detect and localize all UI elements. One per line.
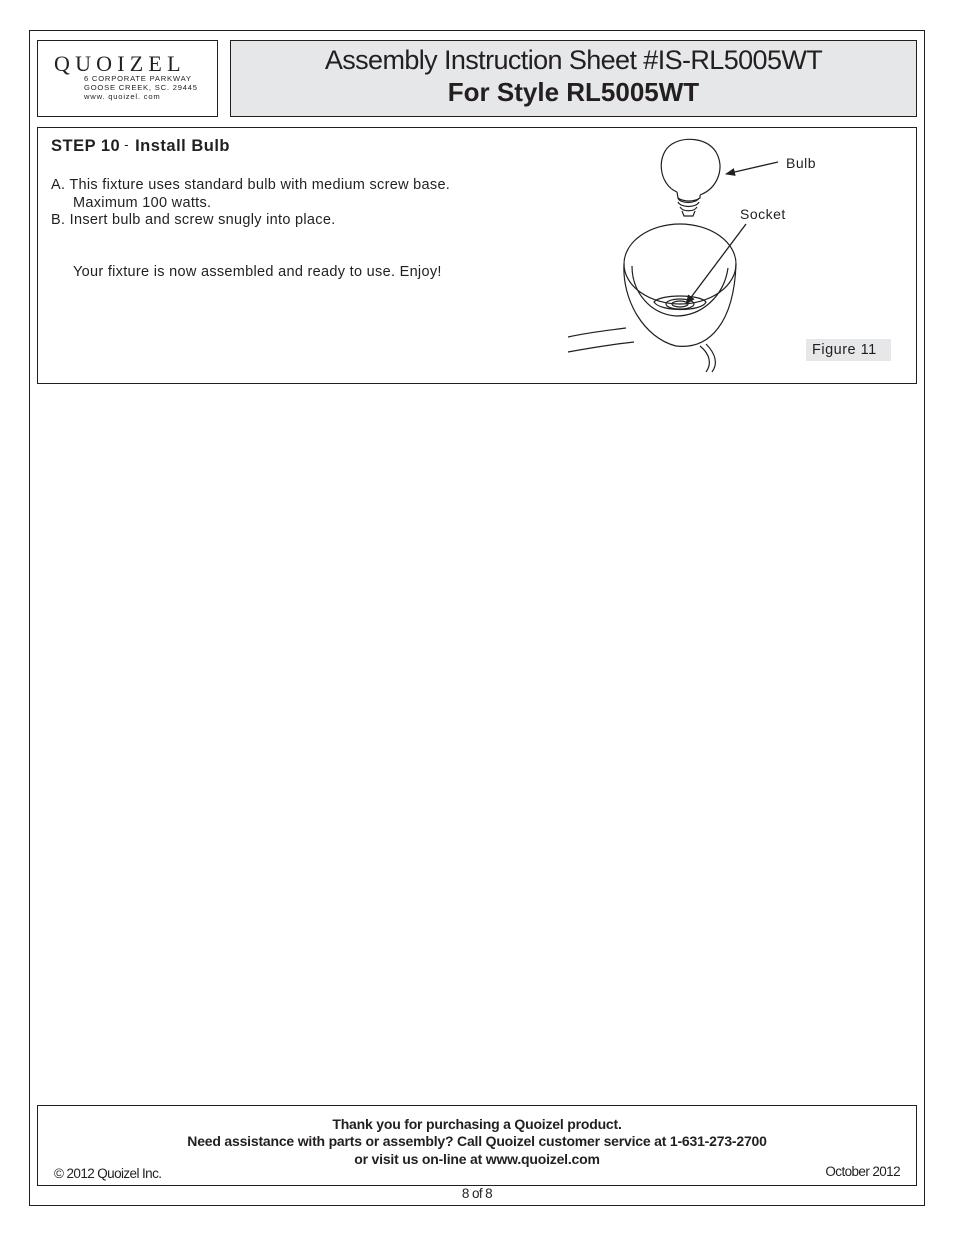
instruction-a: A. This fixture uses standard bulb with medium screw base. (51, 177, 451, 193)
customer-service-line: Need assistance with parts or assembly? Call Quoizel customer service at 1-631-273-2700 (187, 1133, 767, 1149)
step-number: STEP 10 (51, 137, 121, 155)
figure-caption: Figure 11 (806, 339, 891, 361)
document-title-block (230, 40, 917, 117)
bulb-drawing (661, 139, 720, 216)
brand-logo: QUOIZEL (54, 51, 186, 76)
thank-you-line: Thank you for purchasing a Quoizel product. (332, 1116, 622, 1132)
company-logo-block (37, 40, 218, 117)
socket-label: Socket (740, 206, 786, 222)
closing-note: Your fixture is now assembled and ready to use. Enjoy! (73, 264, 442, 280)
instruction-a-continued: Maximum 100 watts. (73, 195, 212, 211)
footer-contact-block (37, 1105, 917, 1186)
address-line-1: 6 CORPORATE PARKWAY (84, 74, 192, 83)
bulb-label: Bulb (786, 155, 817, 171)
socket-cup-drawing (568, 224, 736, 372)
step-separator: - (124, 137, 130, 152)
step-heading (51, 137, 230, 156)
step-title: Install Bulb (135, 137, 230, 155)
website-line: www. quoizel. com (84, 92, 161, 101)
address-line-2: GOOSE CREEK, SC. 29445 (84, 83, 198, 92)
instruction-b: B. Insert bulb and screw snugly into place. (51, 212, 336, 228)
bulb-pointer-arrow (726, 162, 778, 174)
copyright-notice: © 2012 Quoizel Inc. (54, 1166, 162, 1181)
publication-date: October 2012 (825, 1164, 900, 1179)
style-title: For Style RL5005WT (447, 77, 700, 107)
website-visit-line: or visit us on-line at www.quoizel.com (354, 1151, 600, 1167)
instruction-sheet-title: Assembly Instruction Sheet #IS-RL5005WT (324, 45, 823, 75)
page-number: 8 of 8 (461, 1186, 493, 1201)
